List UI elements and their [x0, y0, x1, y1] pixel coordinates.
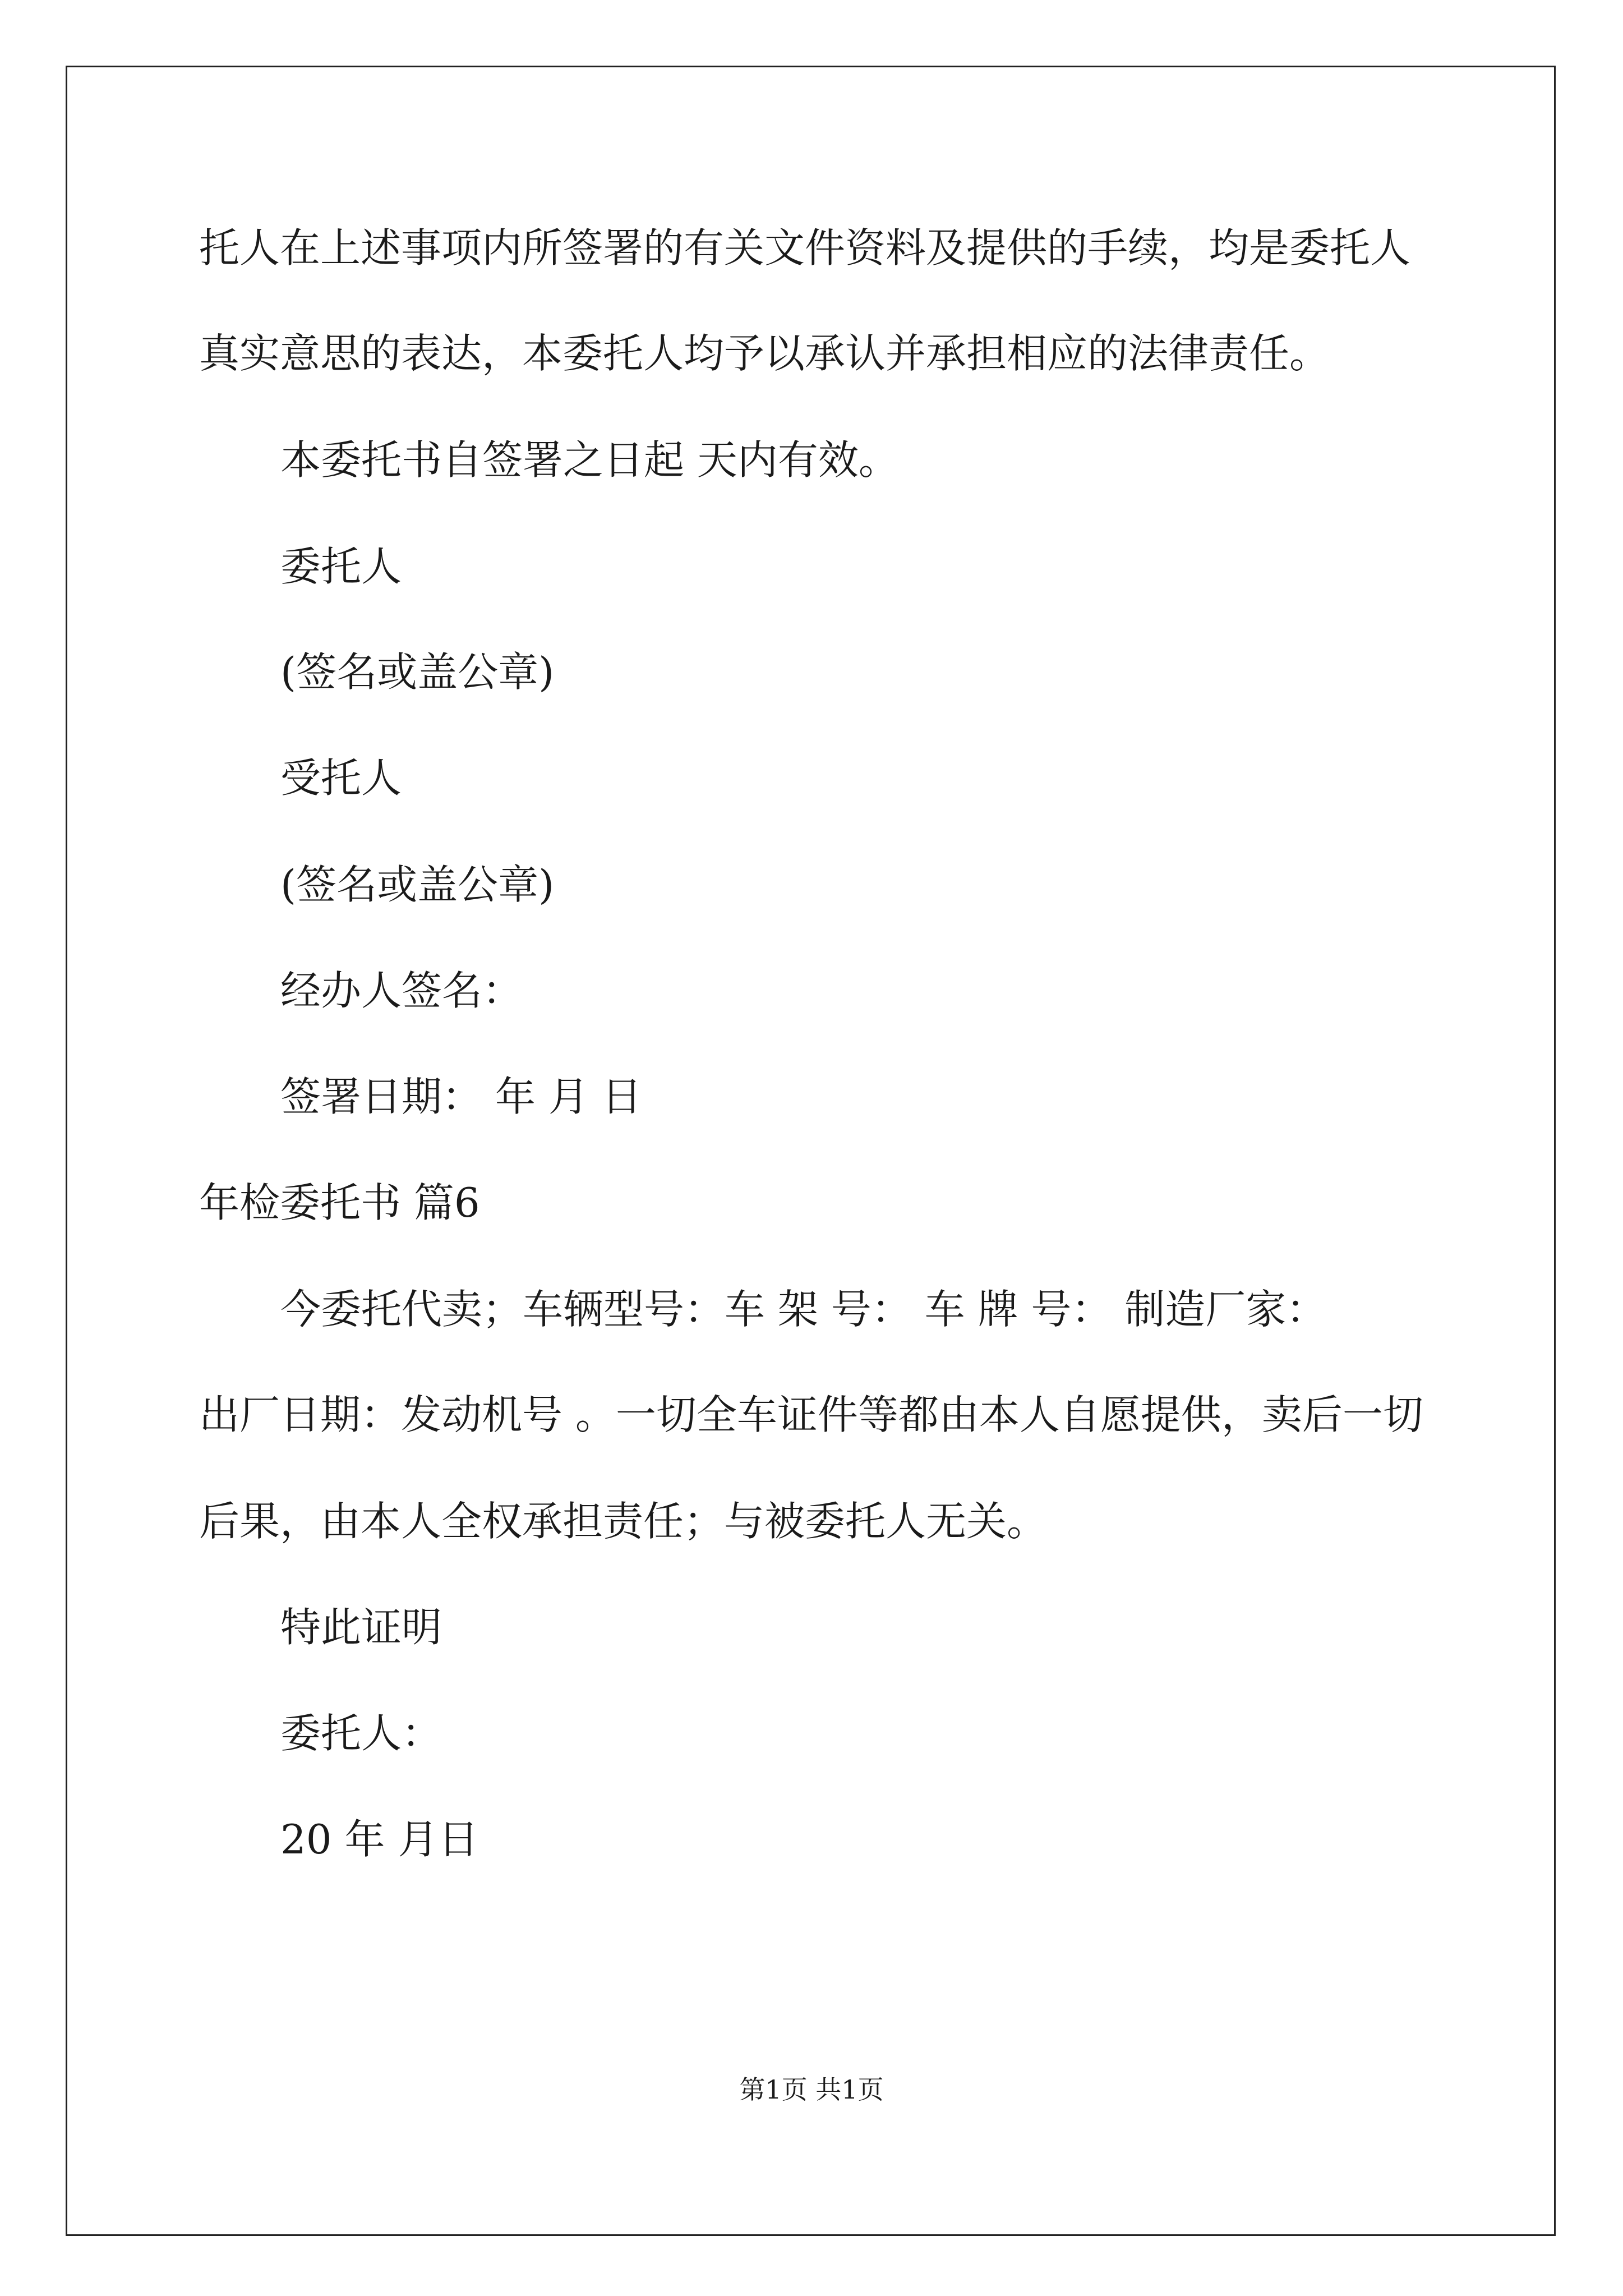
body-line-sale-3: 后果，由本人全权承担责任；与被委托人无关。 — [199, 1498, 1048, 1545]
page-border — [66, 66, 1556, 2236]
principal-signature-note: (签名或盖公章) — [280, 648, 555, 696]
date-line: 20 年 月日 — [280, 1816, 479, 1863]
agent-label: 受托人 — [280, 754, 402, 802]
section-heading: 年检委托书 篇6 — [199, 1179, 480, 1226]
body-line-sale-1: 今委托代卖；车辆型号：车 架 号： 车 牌 号： 制造厂家： — [280, 1286, 1327, 1333]
validity-clause: 本委托书自签署之日起 天内有效。 — [280, 436, 899, 484]
signing-date-label: 签署日期： 年 月 日 — [280, 1073, 642, 1120]
page-footer: 第1页 共1页 — [739, 2074, 884, 2105]
body-line-sale-2: 出厂日期：发动机号 。一切全车证件等都由本人自愿提供，卖后一切 — [199, 1391, 1423, 1438]
principal-label: 委托人 — [280, 543, 402, 590]
principal-sign-label: 委托人： — [280, 1710, 442, 1757]
body-line-1: 托人在上述事项内所签署的有关文件资料及提供的手续，均是委托人 — [199, 224, 1411, 272]
body-line-2: 真实意思的表达，本委托人均予以承认并承担相应的法律责任。 — [199, 330, 1330, 377]
certification-line: 特此证明 — [280, 1604, 442, 1651]
agent-signature-note: (签名或盖公章) — [280, 861, 555, 908]
handler-signature-label: 经办人签名： — [280, 967, 523, 1014]
